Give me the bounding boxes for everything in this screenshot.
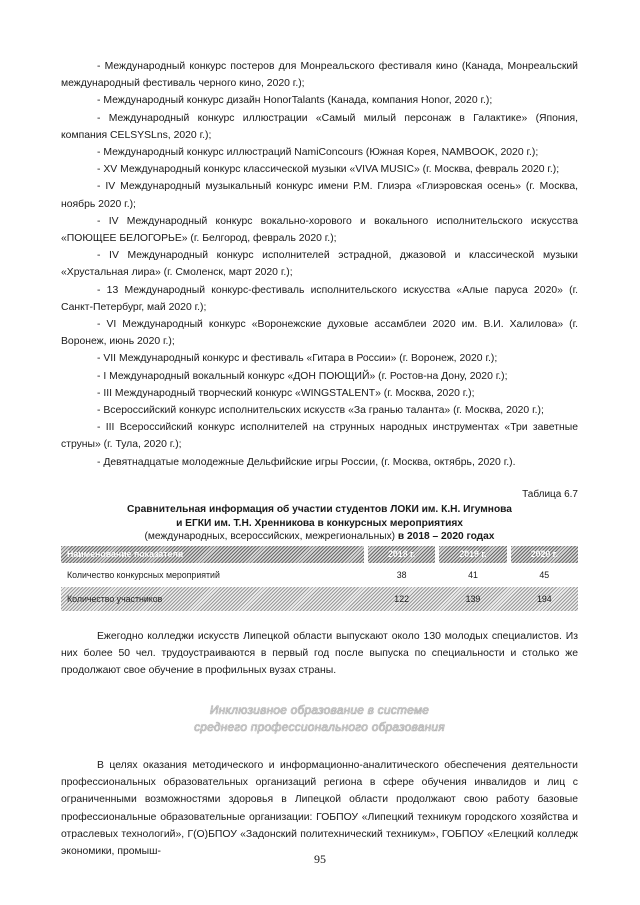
- table-row: [61, 587, 578, 611]
- table-title-line2: и ЕГКИ им. Т.Н. Хренникова в конкурсных мероприятиях: [176, 517, 463, 529]
- header-2020: 2020 г.: [511, 546, 578, 563]
- list-item: - Девятнадцатые молодежные Дельфийские игры России, (г. Москва, октябрь, 2020 г.).: [97, 456, 516, 468]
- row-value-2019: 41: [468, 570, 478, 580]
- section-heading-line1: Инклюзивное образование в системе: [209, 703, 430, 717]
- section-heading-line2: среднего профессионального образования: [194, 720, 445, 734]
- list-item: - XV Международный конкурс классической музыки «VIVA MUSIC» (г. Москва, февраль 2020 г.);: [97, 164, 560, 176]
- list-item: - IV Международный конкурс исполнителей эстрадной, джазовой и классической музыки «Хрустальная лира» (г. Смоленск, март 2020 г.);: [61, 250, 578, 279]
- list-item: - 13 Международный конкурс-фестиваль исполнительского искусства «Алые паруса 2020» (г. Санкт-Петербург, май 2020 г.);: [61, 284, 578, 313]
- list-item: - Международный конкурс иллюстраций NamiConcours (Южная Корея, NAMBOOK, 2020 г.);: [97, 147, 539, 159]
- row-label: Количество конкурсных мероприятий: [67, 570, 220, 580]
- list-item: - Международный конкурс дизайн HonorTalants (Канада, компания Honor, 2020 г.);: [97, 95, 493, 107]
- graduates-paragraph: Ежегодно колледжи искусств Липецкой области выпускают около 130 молодых специалистов. Из них более 50 чел. трудоустраиваются в первый год после выпуска по специальности и столько же продолжают свое обучение в профильных вузах страны.: [61, 631, 578, 677]
- inclusive-education-paragraph: В целях оказания методического и информационно-аналитического обеспечения деятельности профессиональных образовательных организаций региона в сфере обучения инвалидов и лиц с ограниченными возможностями здоровья в Липецкой области продолжают свою работу базовые профессиональные образовательные организации: ГОБПОУ «Липецкий техникум городского хозяйства и отраслевых технологий», Г(О)БПОУ «Задонский политехнический техникум», ГОБПОУ «Елецкий колледж экономики, промыш-: [61, 760, 578, 858]
- header-indicator: Наименование показателя: [61, 546, 364, 563]
- header-2018: 2018 г.: [368, 546, 435, 563]
- section-heading: [61, 702, 578, 736]
- row-label: Количество участников: [67, 594, 163, 604]
- list-item: - Международный конкурс постеров для Монреальского фестиваля кино (Канада, Монреальский международный фестиваль черного кино, 2020 г.);: [61, 61, 578, 90]
- header-2019: 2019 г.: [439, 546, 506, 563]
- table-title: [61, 503, 578, 544]
- list-item: - III Всероссийский конкурс исполнителей на струнных народных инструментах «Три заветные струны» (г. Тула, 2020 г.);: [61, 422, 578, 451]
- row-value-2020: 194: [536, 594, 552, 604]
- table-header-row: [61, 546, 578, 563]
- list-item: - I Международный вокальный конкурс «ДОН ПОЮЩИЙ» (г. Ростов-на Дону, 2020 г.);: [97, 370, 508, 382]
- row-value-2020: 45: [539, 570, 550, 580]
- list-item: - III Международный творческий конкурс «WINGSTALENT» (г. Москва, 2020 г.);: [97, 387, 475, 399]
- table-title-scope: (международных, всероссийских, межрегиональных): [144, 531, 396, 542]
- list-item: - IV Международный музыкальный конкурс имени Р.М. Глиэра «Глиэровская осень» (г. Москва, ноябрь 2020 г.);: [61, 181, 578, 210]
- row-value-2019: 139: [465, 594, 481, 604]
- list-item: - VI Международный конкурс «Воронежские духовые ассамблеи 2020 им. В.И. Халилова» (г. Воронеж, июнь 2020 г.);: [61, 319, 578, 348]
- table-caption: Таблица 6.7: [522, 489, 578, 500]
- list-item: - Международный конкурс иллюстрации «Самый милый персонаж в Галактике» (Япония, компания CELSYSLns, 2020 г.);: [61, 112, 578, 141]
- table-title-line1: Сравнительная информация об участии студентов ЛОКИ им. К.Н. Игумнова: [127, 504, 512, 515]
- row-value-2018: 122: [394, 594, 409, 604]
- table-title-line3: [61, 530, 578, 544]
- page-number: 95: [314, 852, 326, 866]
- list-item: - IV Международный конкурс вокально-хорового и вокального исполнительского искусства «ПОЮЩЕЕ БЕЛОГОРЬЕ» (г. Белгород, февраль 2020 г.);: [61, 215, 578, 245]
- participation-table: [61, 546, 578, 611]
- list-item: - Всероссийский конкурс исполнительских искусств «За гранью таланта» (г. Москва, 2020 г.);: [97, 405, 544, 417]
- row-value-2018: 38: [396, 570, 407, 580]
- table-row: [61, 563, 578, 587]
- competition-list: [61, 58, 578, 471]
- list-item: - VII Международный конкурс и фестиваль «Гитара в России» (г. Воронеж, 2020 г.);: [97, 353, 498, 365]
- table-title-years: в 2018 – 2020 годах: [397, 531, 495, 542]
